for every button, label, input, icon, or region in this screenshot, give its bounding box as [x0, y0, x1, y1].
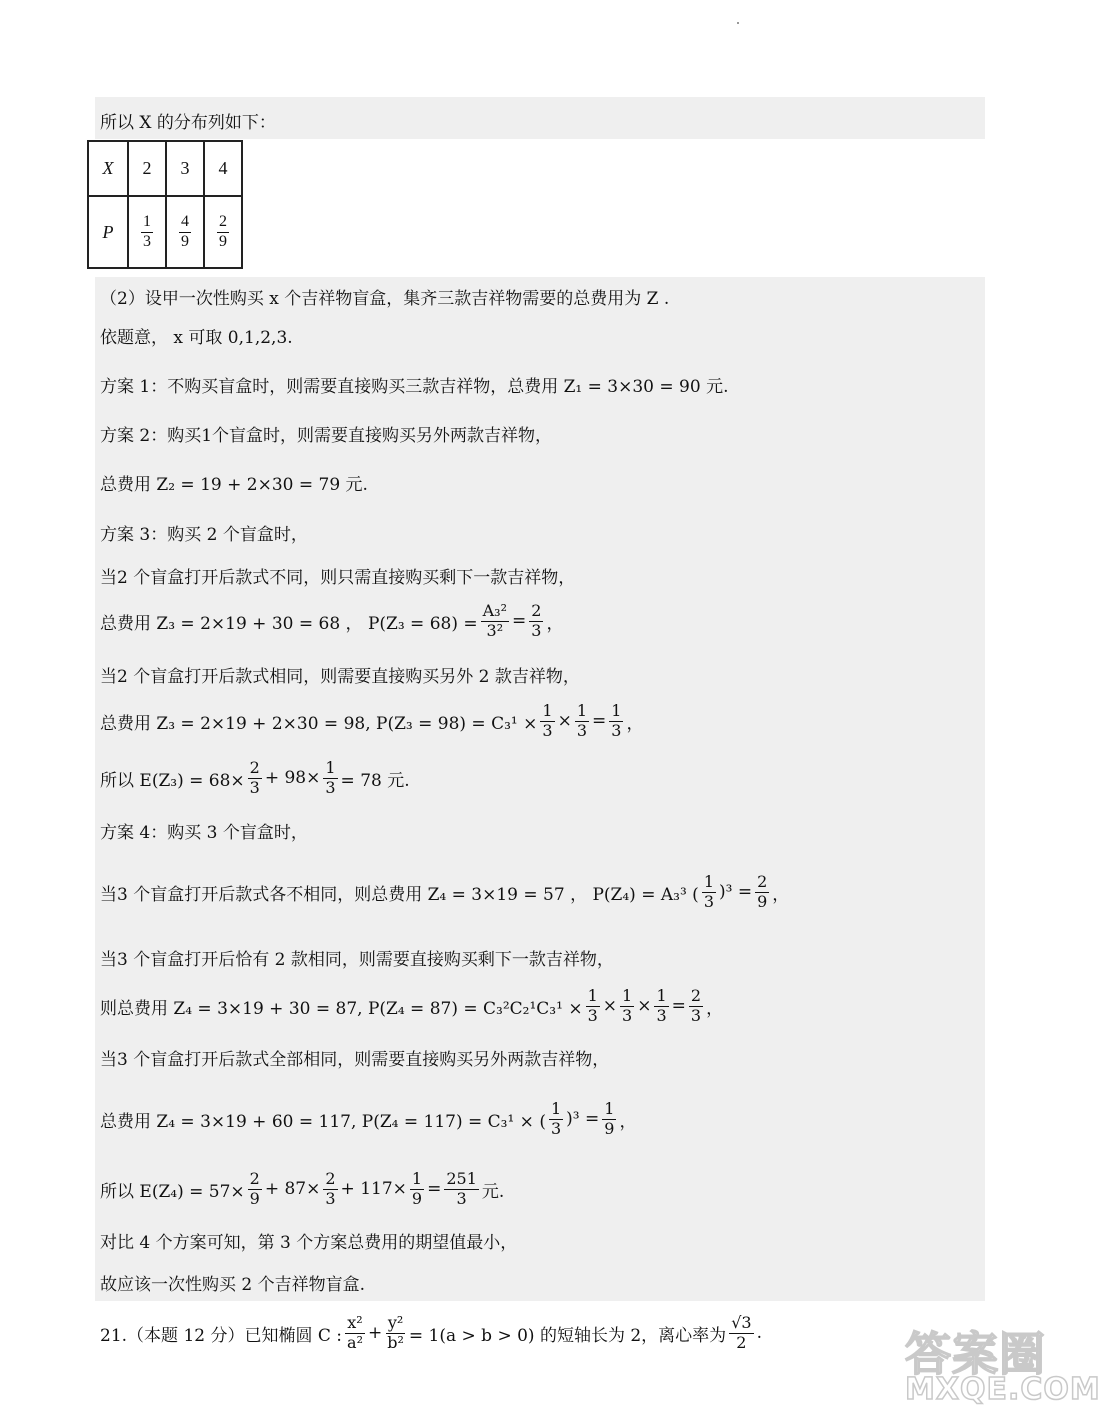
text-line-2: 依题意， x 可取 0,1,2,3. — [100, 328, 293, 348]
text-line-16: 当3 个盲盒打开后款式全部相同，则需要直接购买另外两款吉祥物， — [100, 1050, 610, 1070]
text-line-12: 方案 4：购买 3 个盲盒时， — [100, 823, 308, 843]
text-line-14: 当3 个盲盒打开后恰有 2 款相同，则需要直接购买剩下一款吉祥物， — [100, 950, 614, 970]
table-cell: 4 — [204, 141, 242, 196]
text-line-6: 方案 3：购买 2 个盲盒时， — [100, 525, 308, 545]
table-cell: $\frac{1}{3}$ — [128, 196, 166, 268]
table-cell: 2 — [128, 141, 166, 196]
table-cell: P — [88, 196, 128, 268]
formula-line-17: 总费用 Z₄ = 3×19 + 60 = 117, P(Z₄ = 117) = C₃¹ × ( $\frac{1}{3}$ )³ = $\frac{1}{9}$ ， — [100, 1098, 637, 1138]
text-line-7: 当2 个盲盒打开后款式不同，则只需直接购买剩下一款吉祥物， — [100, 568, 576, 588]
table-row — [88, 141, 242, 196]
watermark-logo: 答案圈 — [905, 1327, 1046, 1381]
question-21: 21.（本题 12 分）已知椭圆 C : $\frac{\text{x²}}{\text{a²}}$ + $\frac{\text{y²}}{\text{b²}}$ = 1(a > b > 0) 的短轴长为 2，离心率为 $\frac{√3}{2}$ . — [100, 1312, 762, 1352]
text-line-9: 当2 个盲盒打开后款式相同，则需要直接购买另外 2 款吉祥物， — [100, 667, 580, 687]
text-line-1: （2）设甲一次性购买 x 个吉祥物盲盒，集齐三款吉祥物需要的总费用为 Z . — [100, 289, 670, 309]
stray-dot — [737, 22, 739, 24]
table-row — [88, 196, 242, 268]
formula-line-8: 总费用 Z₃ = 2×19 + 30 = 68 ， P(Z₃ = 68) = $\frac{\text{A₃²}}{\text{3²}}$ = $\frac{2}{3}$ ， — [100, 600, 564, 640]
table-cell: $\frac{4}{9}$ — [166, 196, 204, 268]
text-line-20: 故应该一次性购买 2 个吉祥物盲盒. — [100, 1275, 366, 1295]
text-line-4: 方案 2：购买1个盲盒时，则需要直接购买另外两款吉祥物， — [100, 426, 553, 446]
formula-line-10: 总费用 Z₃ = 2×19 + 2×30 = 98, P(Z₃ = 98) = C₃¹ × $\frac{1}{3}$ × $\frac{1}{3}$ = $\frac{1}{3}$ ， — [100, 700, 644, 740]
intro-line: 所以 X 的分布列如下： — [100, 113, 276, 133]
formula-line-11: 所以 E(Z₃) = 68× $\frac{2}{3}$ + 98× $\frac{1}{3}$ = 78 元. — [100, 757, 410, 797]
watermark-domain: MXQE.COM — [905, 1372, 1101, 1407]
text-line-3: 方案 1：不购买盲盒时，则需要直接购买三款吉祥物，总费用 Z₁ = 3×30 = 90 元. — [100, 377, 729, 397]
text-line-5: 总费用 Z₂ = 19 + 2×30 = 79 元. — [100, 475, 368, 495]
text-line-19: 对比 4 个方案可知，第 3 个方案总费用的期望值最小， — [100, 1233, 518, 1253]
table-cell: X — [88, 141, 128, 196]
table-cell: 3 — [166, 141, 204, 196]
formula-line-15: 则总费用 Z₄ = 3×19 + 30 = 87, P(Z₄ = 87) = C₃²C₂¹C₃¹ × $\frac{1}{3}$ × $\frac{1}{3}$ × $\frac{1}{3}$ = $\frac{2}{3}$ ， — [100, 985, 724, 1025]
distribution-table — [87, 140, 243, 269]
table-cell: $\frac{2}{9}$ — [204, 196, 242, 268]
formula-line-18: 所以 E(Z₄) = 57× $\frac{2}{9}$ + 87× $\frac{2}{3}$ + 117× $\frac{1}{9}$ = $\frac{251}{3}$ 元. — [100, 1168, 505, 1208]
formula-line-13: 当3 个盲盒打开后款式各不相同，则总费用 Z₄ = 3×19 = 57 ， P(Z₄) = A₃³ ( $\frac{1}{3}$ )³ = $\frac{2}{9}$ ， — [100, 871, 790, 911]
